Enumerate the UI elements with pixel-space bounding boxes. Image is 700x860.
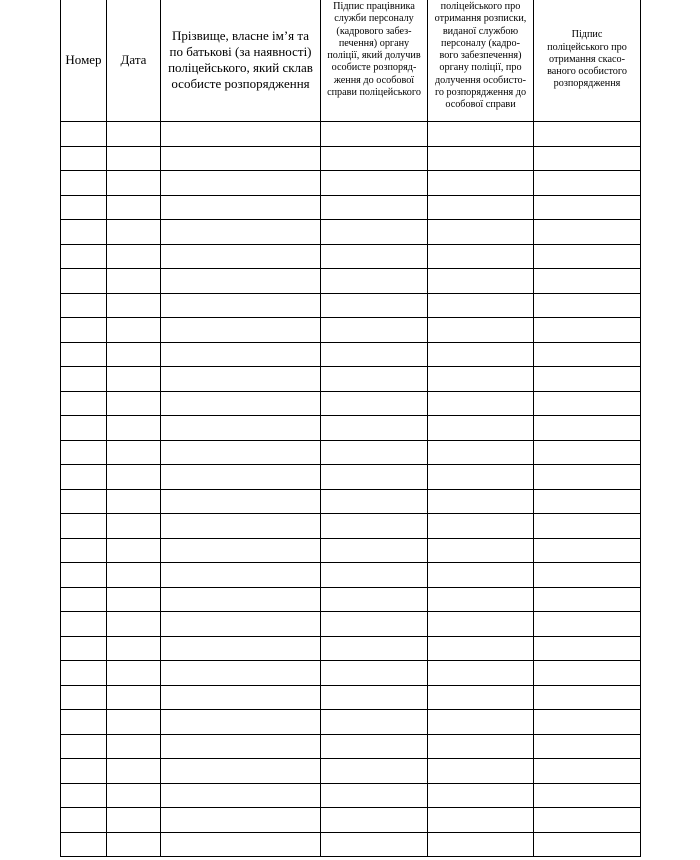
cancel-signature-cell[interactable] [534,734,641,759]
header-hr-signature-label: Підпис працівника служби персоналу (кадрового забез- печення) органу поліції, який долучив особисте розпоряд- ження до особової справи поліцейського [327,1,421,99]
hr-signature-cell[interactable] [321,367,428,392]
officer-name-cell[interactable] [161,563,321,588]
cancel-signature-cell[interactable] [534,759,641,784]
table-row [61,563,641,588]
cancel-signature-cell[interactable] [534,195,641,220]
hr-signature-cell[interactable] [321,465,428,490]
receipt-signature-cell[interactable] [428,318,534,343]
hr-signature-cell[interactable] [321,220,428,245]
date-cell[interactable] [107,685,161,710]
date-cell[interactable] [107,416,161,441]
cancel-signature-cell[interactable] [534,489,641,514]
hr-signature-cell[interactable] [321,391,428,416]
officer-name-cell[interactable] [161,171,321,196]
officer-name-cell[interactable] [161,318,321,343]
cancel-signature-cell[interactable] [534,220,641,245]
date-cell[interactable] [107,269,161,294]
cancel-signature-cell[interactable] [534,612,641,637]
header-number [61,0,107,122]
number-cell[interactable] [61,514,107,539]
table-row [61,685,641,710]
receipt-signature-cell[interactable] [428,563,534,588]
date-cell[interactable] [107,146,161,171]
receipt-signature-cell[interactable] [428,122,534,147]
cancel-signature-cell[interactable] [534,783,641,808]
table-row [61,489,641,514]
number-cell[interactable] [61,465,107,490]
officer-name-cell[interactable] [161,734,321,759]
number-cell[interactable] [61,146,107,171]
number-cell[interactable] [61,710,107,735]
officer-name-cell[interactable] [161,416,321,441]
officer-name-cell[interactable] [161,269,321,294]
receipt-signature-cell[interactable] [428,734,534,759]
hr-signature-cell[interactable] [321,783,428,808]
officer-name-cell[interactable] [161,661,321,686]
receipt-signature-cell[interactable] [428,391,534,416]
hr-signature-cell[interactable] [321,440,428,465]
receipt-signature-cell[interactable] [428,514,534,539]
cancel-signature-cell[interactable] [534,367,641,392]
number-cell[interactable] [61,538,107,563]
register-table [60,0,641,857]
cancel-signature-cell[interactable] [534,342,641,367]
cancel-signature-cell[interactable] [534,440,641,465]
date-cell[interactable] [107,220,161,245]
receipt-signature-cell[interactable] [428,489,534,514]
officer-name-cell[interactable] [161,538,321,563]
table-row [61,465,641,490]
table-row [61,808,641,833]
header-number-label: Номер [65,52,102,67]
table-row [61,318,641,343]
number-cell[interactable] [61,195,107,220]
date-cell[interactable] [107,783,161,808]
hr-signature-cell[interactable] [321,734,428,759]
header-row [61,0,641,122]
hr-signature-cell[interactable] [321,269,428,294]
hr-signature-cell[interactable] [321,416,428,441]
table-row [61,832,641,857]
table-row [61,710,641,735]
officer-name-cell[interactable] [161,391,321,416]
table-row [61,195,641,220]
officer-name-cell[interactable] [161,514,321,539]
hr-signature-cell[interactable] [321,538,428,563]
date-cell[interactable] [107,171,161,196]
receipt-signature-cell[interactable] [428,759,534,784]
officer-name-cell[interactable] [161,587,321,612]
table-row [61,783,641,808]
receipt-signature-cell[interactable] [428,808,534,833]
table-row [61,612,641,637]
header-officer-name-label: Прізвище, власне ім’я та по батькові (за наявності) поліцейського, який склав особисте розпорядження [168,28,313,91]
table-row [61,514,641,539]
table-row [61,220,641,245]
table-row [61,440,641,465]
header-hr-signature [321,0,428,122]
date-cell[interactable] [107,710,161,735]
date-cell[interactable] [107,122,161,147]
cancel-signature-cell[interactable] [534,808,641,833]
officer-name-cell[interactable] [161,342,321,367]
table-row [61,587,641,612]
date-cell[interactable] [107,636,161,661]
date-cell[interactable] [107,244,161,269]
officer-name-cell[interactable] [161,122,321,147]
table-row [61,759,641,784]
cancel-signature-cell[interactable] [534,391,641,416]
hr-signature-cell[interactable] [321,587,428,612]
cancel-signature-cell[interactable] [534,514,641,539]
officer-name-cell[interactable] [161,440,321,465]
receipt-signature-cell[interactable] [428,612,534,637]
date-cell[interactable] [107,367,161,392]
officer-name-cell[interactable] [161,465,321,490]
date-cell[interactable] [107,514,161,539]
hr-signature-cell[interactable] [321,514,428,539]
number-cell[interactable] [61,220,107,245]
cancel-signature-cell[interactable] [534,710,641,735]
hr-signature-cell[interactable] [321,759,428,784]
number-cell[interactable] [61,122,107,147]
receipt-signature-cell[interactable] [428,416,534,441]
date-cell[interactable] [107,759,161,784]
number-cell[interactable] [61,612,107,637]
hr-signature-cell[interactable] [321,244,428,269]
cancel-signature-cell[interactable] [534,661,641,686]
header-cancel-signature-label: Підпис поліцейського про отримання скасо- ваного особистого розпорядження [547,29,627,90]
date-cell[interactable] [107,489,161,514]
table-row [61,538,641,563]
header-date [107,0,161,122]
cancel-signature-cell[interactable] [534,832,641,857]
officer-name-cell[interactable] [161,293,321,318]
number-cell[interactable] [61,391,107,416]
date-cell[interactable] [107,808,161,833]
receipt-signature-cell[interactable] [428,342,534,367]
hr-signature-cell[interactable] [321,661,428,686]
header-receipt-signature [428,0,534,122]
receipt-signature-cell[interactable] [428,587,534,612]
cancel-signature-cell[interactable] [534,465,641,490]
table-row [61,661,641,686]
table-row [61,244,641,269]
officer-name-cell[interactable] [161,808,321,833]
table-row [61,342,641,367]
officer-name-cell[interactable] [161,685,321,710]
number-cell[interactable] [61,563,107,588]
officer-name-cell[interactable] [161,759,321,784]
date-cell[interactable] [107,661,161,686]
table-row [61,122,641,147]
hr-signature-cell[interactable] [321,293,428,318]
hr-signature-cell[interactable] [321,832,428,857]
number-cell[interactable] [61,808,107,833]
hr-signature-cell[interactable] [321,685,428,710]
cancel-signature-cell[interactable] [534,685,641,710]
header-receipt-signature-label: поліцейського про отримання розписки, виданої службою персоналу (кадро- вого забезпечення) органу поліції, про долучення особисто- го розпорядження до особової справи [434,1,527,111]
officer-name-cell[interactable] [161,195,321,220]
number-cell[interactable] [61,734,107,759]
date-cell[interactable] [107,440,161,465]
date-cell[interactable] [107,563,161,588]
number-cell[interactable] [61,587,107,612]
hr-signature-cell[interactable] [321,489,428,514]
officer-name-cell[interactable] [161,220,321,245]
cancel-signature-cell[interactable] [534,563,641,588]
number-cell[interactable] [61,832,107,857]
receipt-signature-cell[interactable] [428,538,534,563]
hr-signature-cell[interactable] [321,342,428,367]
receipt-signature-cell[interactable] [428,244,534,269]
officer-name-cell[interactable] [161,636,321,661]
cancel-signature-cell[interactable] [534,122,641,147]
date-cell[interactable] [107,391,161,416]
receipt-signature-cell[interactable] [428,440,534,465]
number-cell[interactable] [61,416,107,441]
date-cell[interactable] [107,538,161,563]
table-header [61,0,641,122]
cancel-signature-cell[interactable] [534,146,641,171]
officer-name-cell[interactable] [161,367,321,392]
hr-signature-cell[interactable] [321,318,428,343]
officer-name-cell[interactable] [161,783,321,808]
cancel-signature-cell[interactable] [534,171,641,196]
cancel-signature-cell[interactable] [534,538,641,563]
cancel-signature-cell[interactable] [534,318,641,343]
receipt-signature-cell[interactable] [428,367,534,392]
receipt-signature-cell[interactable] [428,636,534,661]
number-cell[interactable] [61,489,107,514]
header-officer-name [161,0,321,122]
header-date-label: Дата [120,52,147,67]
receipt-signature-cell[interactable] [428,685,534,710]
date-cell[interactable] [107,832,161,857]
header-cancel-signature [534,0,641,122]
cancel-signature-cell[interactable] [534,636,641,661]
table-row [61,636,641,661]
hr-signature-cell[interactable] [321,808,428,833]
cancel-signature-cell[interactable] [534,416,641,441]
number-cell[interactable] [61,342,107,367]
date-cell[interactable] [107,734,161,759]
date-cell[interactable] [107,318,161,343]
officer-name-cell[interactable] [161,612,321,637]
table-row [61,734,641,759]
table-row [61,416,641,441]
hr-signature-cell[interactable] [321,195,428,220]
officer-name-cell[interactable] [161,710,321,735]
receipt-signature-cell[interactable] [428,832,534,857]
number-cell[interactable] [61,367,107,392]
cancel-signature-cell[interactable] [534,587,641,612]
hr-signature-cell[interactable] [321,146,428,171]
receipt-signature-cell[interactable] [428,269,534,294]
number-cell[interactable] [61,759,107,784]
date-cell[interactable] [107,612,161,637]
receipt-signature-cell[interactable] [428,220,534,245]
receipt-signature-cell[interactable] [428,710,534,735]
receipt-signature-cell[interactable] [428,293,534,318]
number-cell[interactable] [61,318,107,343]
table-row [61,391,641,416]
table-row [61,171,641,196]
hr-signature-cell[interactable] [321,171,428,196]
hr-signature-cell[interactable] [321,563,428,588]
number-cell[interactable] [61,661,107,686]
date-cell[interactable] [107,293,161,318]
table-row [61,367,641,392]
receipt-signature-cell[interactable] [428,783,534,808]
table-row [61,293,641,318]
number-cell[interactable] [61,685,107,710]
hr-signature-cell[interactable] [321,636,428,661]
officer-name-cell[interactable] [161,244,321,269]
date-cell[interactable] [107,342,161,367]
hr-signature-cell[interactable] [321,122,428,147]
hr-signature-cell[interactable] [321,710,428,735]
table-row [61,269,641,294]
cancel-signature-cell[interactable] [534,244,641,269]
officer-name-cell[interactable] [161,832,321,857]
officer-name-cell[interactable] [161,146,321,171]
receipt-signature-cell[interactable] [428,146,534,171]
cancel-signature-cell[interactable] [534,269,641,294]
date-cell[interactable] [107,465,161,490]
hr-signature-cell[interactable] [321,612,428,637]
number-cell[interactable] [61,440,107,465]
receipt-signature-cell[interactable] [428,661,534,686]
number-cell[interactable] [61,783,107,808]
number-cell[interactable] [61,636,107,661]
number-cell[interactable] [61,269,107,294]
number-cell[interactable] [61,171,107,196]
number-cell[interactable] [61,244,107,269]
receipt-signature-cell[interactable] [428,465,534,490]
officer-name-cell[interactable] [161,489,321,514]
table-row [61,146,641,171]
cancel-signature-cell[interactable] [534,293,641,318]
table-body [61,122,641,857]
date-cell[interactable] [107,195,161,220]
receipt-signature-cell[interactable] [428,195,534,220]
date-cell[interactable] [107,587,161,612]
number-cell[interactable] [61,293,107,318]
receipt-signature-cell[interactable] [428,171,534,196]
